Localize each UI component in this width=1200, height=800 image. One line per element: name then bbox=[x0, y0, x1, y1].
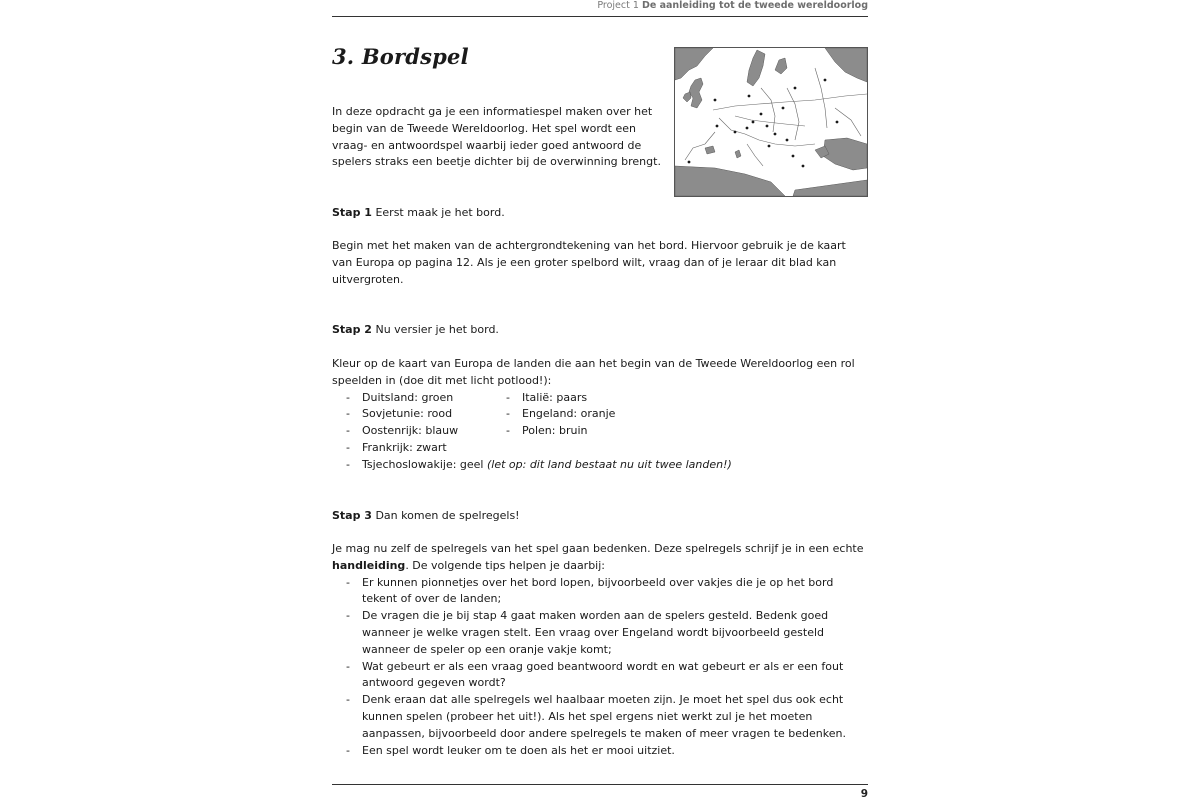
step3-label: Stap 3 bbox=[332, 509, 372, 522]
step3-body-text: Je mag nu zelf de spelregels van het spel gaan bedenken. Deze spelregels schrijf je in een echte bbox=[332, 542, 864, 555]
europe-map-icon bbox=[675, 48, 867, 196]
header-project: Project 1 bbox=[597, 0, 639, 11]
footer-rule bbox=[332, 784, 868, 785]
step2-section bbox=[332, 356, 868, 474]
color-list-rest bbox=[332, 440, 868, 474]
list-item: - Duitsland: groen bbox=[346, 390, 506, 407]
step2-title: Nu versier je het bord. bbox=[371, 323, 499, 336]
list-item: - Polen: bruin bbox=[506, 423, 666, 440]
intro-paragraph: In deze opdracht ga je een informatiespel maken over het begin van de Tweede Wereldoorlog. Het spel wordt een vraag- en antwoordspel waarbij ieder goed antwoord de spelers straks een beetje dichter bij de overwinning brengt. bbox=[332, 105, 661, 169]
step3-heading bbox=[332, 508, 868, 525]
header-chapter: De aanleiding tot de tweede wereldoorlog bbox=[641, 0, 868, 11]
color-list-col2 bbox=[506, 390, 666, 440]
list-item: - Sovjetunie: rood bbox=[346, 406, 506, 423]
step3-title: Dan komen de spelregels! bbox=[371, 509, 520, 522]
list-item: - Italië: paars bbox=[506, 390, 666, 407]
step1-body: Begin met het maken van de achtergrondtekening van het bord. Hiervoor gebruik je de kaart van Europa op pagina 12. Als je een groter spelbord wilt, vraag dan of je leraar dit blad kan uitvergroten. bbox=[332, 239, 846, 286]
document-page bbox=[332, 0, 868, 800]
list-item: - De vragen die je bij stap 4 gaat maken worden aan de spelers gesteld. Bedenk goed wanneer je welke vragen stelt. Een vraag over Engeland wordt bijvoorbeeld gesteld wanneer de speler op een oranje vakje komt; bbox=[346, 608, 868, 658]
step3-body-end: . De volgende tips helpen je daarbij: bbox=[405, 558, 606, 572]
list-item-tsjechoslowakije bbox=[346, 457, 868, 474]
step2-heading bbox=[332, 322, 868, 339]
list-item: - Denk eraan dat alle spelregels wel haalbaar moeten zijn. Je moet het spel dus ook echt kunnen spelen (probeer het uit!). Als het spel ergens niet werkt zul je het moeten aanpassen, bijvoorbeeld door andere spelregels te maken of meer vragen te bedenken. bbox=[346, 692, 868, 742]
step1-title: Eerst maak je het bord. bbox=[371, 206, 505, 219]
step3-section bbox=[332, 541, 868, 759]
list-item-text: Tsjechoslowakije: geel bbox=[362, 457, 487, 471]
tips-list bbox=[332, 575, 868, 760]
header-rule bbox=[332, 16, 868, 17]
list-item: - Oostenrijk: blauw bbox=[346, 423, 506, 440]
page-number: 9 bbox=[860, 788, 868, 800]
step1-label: Stap 1 bbox=[332, 206, 372, 219]
color-list-col1 bbox=[332, 390, 506, 440]
list-item: - Wat gebeurt er als een vraag goed beantwoord wordt en wat gebeurt er als er een fout antwoord gegeven wordt? bbox=[346, 659, 868, 693]
step3-body bbox=[332, 541, 868, 575]
step1-heading bbox=[332, 205, 868, 222]
handleiding-emphasis: handleiding bbox=[332, 558, 406, 572]
step2-body: Kleur op de kaart van Europa de landen die aan het begin van de Tweede Wereldoorlog een rol speelden in (doe dit met licht potlood!): bbox=[332, 357, 855, 387]
step2-label: Stap 2 bbox=[332, 323, 372, 336]
running-header bbox=[597, 0, 868, 11]
list-item: - Er kunnen pionnetjes over het bord lopen, bijvoorbeeld over vakjes die je op het bord tekent of over de landen; bbox=[346, 575, 868, 609]
europe-map-image bbox=[674, 47, 868, 197]
page-title: 3. Bordspel bbox=[332, 44, 469, 69]
list-item: - Frankrijk: zwart bbox=[346, 440, 868, 457]
list-item: - Een spel wordt leuker om te doen als het er mooi uitziet. bbox=[346, 743, 868, 760]
list-item: - Engeland: oranje bbox=[506, 406, 666, 423]
color-list bbox=[332, 390, 868, 440]
list-item-note: (let op: dit land bestaat nu uit twee landen!) bbox=[486, 457, 732, 471]
